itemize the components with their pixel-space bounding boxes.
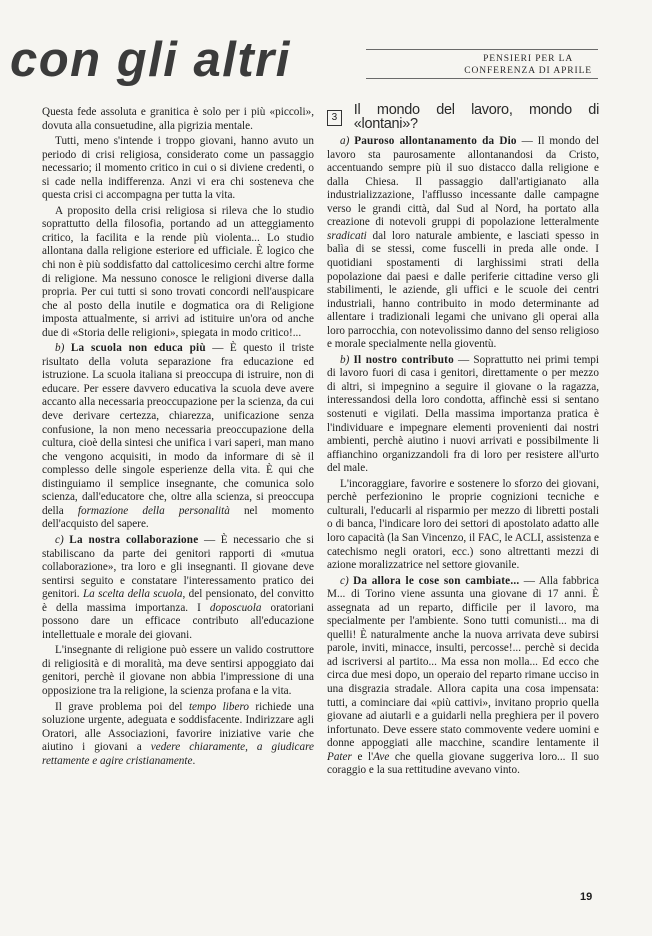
header-rule-top: [366, 49, 598, 50]
item-label: c): [340, 574, 354, 587]
item-label: b): [55, 342, 71, 355]
item-label: c): [55, 533, 70, 546]
section-number: 3: [327, 110, 342, 126]
page-number: 19: [580, 891, 593, 903]
paragraph: Tutti, meno s'intende i troppo giovani, hanno avuto un periodo di crisi religiosa, considerato come un passaggio necessario; il momento critico in cui o si diviene credenti, o si cade nella indifferenza. Anzi vi era chi sosteneva che questa crisi ci accompagna per tutta la vita.: [42, 135, 314, 202]
page-title: con gli altri: [10, 33, 291, 87]
item-heading: La scuola non educa più: [70, 342, 206, 355]
section-b-paragraph: b) Il nostro contributo — Soprattutto nei primi tempi di lavoro fuori di casa i genitori, direttamente o per mezzo di altri, si impegnino a seguire il giovane o la ragazza, interessandosi della loro condotta, affinchè essi si sentano sostenuti e vigilati. Della massima importanza pratica è l'individuare e impegnare elementi provenienti dai nostri ambienti, perchè aiutino i nuovi arrivati e possibilmente li affianchino organizzandoli fra di loro per resistere all'urto del male.: [327, 353, 599, 475]
section-c-paragraph: c) La nostra collaborazione — È necessario che si stabiliscano da parte dei genitori rapporti di «mutua collaborazione», tra loro e gli insegnanti. Il giovane deve sentirsi seguito e constatare l'interessamento pratico dei genitori. La scelta della scuola, del pensionato, del convitto è della massima importanza. I doposcuola oratoriani possono dare un efficace contributo all'educazione intellettuale e morale dei giovani.: [42, 533, 314, 641]
item-heading: Il nostro contributo: [353, 353, 454, 366]
section-c-paragraph: c) Da allora le cose son cambiate... — Alla fabbrica M... di Torino viene assunta una giovane di 17 anni. È assegnata ad un reparto, difficile per il lavoro, ma specialmente per l'ambiente. Sono tutti comunisti... ma di quelli! È naturalmente anche la nuova arrivata deve subirsi parole, inviti, minacce, insulti, percosse!... perchè si decida ad iscriversi al partito... Ma essa non molla... Ed ecco che circa due mesi dopo, un operaio del reparto rimane ucciso in una disgrazia stradale. Allora capita una cosa impensata: tutti, a cominciare dai «più cattivi», invitano proprio quella giovane ad aiutarli e a guidarli nella preghiera per il povero infortunato. Deve essere stato commovente vedere uomini e donne appoggiati alle macchine, scandire lentamente il Pater e l'Ave che quella giovane suggeriva loro... Il suo coraggio e la sua rettitudine avevano vinto.: [327, 574, 599, 777]
item-label: b): [340, 353, 354, 366]
header-subtitle-line2: CONFERENZA DI APRILE: [464, 66, 592, 76]
paragraph: A proposito della crisi religiosa si rileva che lo studio soprattutto della filosofia, portando ad un atteggiamento critico, la facilita e la rende più violenta... Lo studio allontana dalla religione esteriore ed ufficiale. È logico che chi non è più soddisfatto dal cattolicesimo cerchi altre forme di religione. Ma nessuno conosce le religioni diverse dalla propria. Per cui tutti si sono trovati concordi nell'auspicare che al posto della inutile e dogmatica ora di Religione imposta attualmente, si arrivi ad istituire un'ora od anche due di «Storia delle religioni», spiegata in modo critico!...: [42, 204, 314, 339]
section-heading: [327, 104, 599, 131]
paragraph: Questa fede assoluta e granitica è solo per i più «piccoli», dovuta alla consuetudine, alla pigrizia mentale.: [42, 106, 314, 132]
section-b-paragraph: b) La scuola non educa più — È questo il triste risultato della voluta separazione fra educazione ed istruzione. La scuola italiana si preoccupa di istruire, non di educare. Per essere davvero educativa la scuola deve avere accanto alla necessaria preoccupazione per la scienza, da cui deve derivare certezza, chiarezza, unificazione senza confusione, la non meno necessaria preoccupazione della cultura, cioè della sintesi che unifica i vari saperi, man mano che vengono acquisiti, in modo da informare di sè il complesso delle singole esperienze della vita. È qui che distinguiamo il semplice insegnante, che comunica solo scienza, dall'educatore che, oltre alla scienza, si preoccupa della formazione della personalità nel momento dell'acquisto del sapere.: [42, 342, 314, 531]
item-label: a): [340, 135, 355, 148]
item-heading: Da allora le cose son cambiate...: [353, 574, 520, 587]
paragraph: L'insegnante di religione può essere un valido costruttore di religiosità e di moralità, ma deve sentirsi appoggiato dai genitori, perchè il giovane non abbia l'impressione di una opposizione tra la religione, la scienza profana e la vita.: [42, 644, 314, 697]
left-column: [42, 106, 314, 768]
right-column: [327, 104, 599, 778]
header-rule-bottom: [366, 78, 598, 79]
section-a-paragraph: a) Pauroso allontanamento da Dio — Il mondo del lavoro sta paurosamente allontanandosi da Cristo, accentuando sempre più il suo distacco dalla religione e dalla Chiesa. Il passaggio dall'artigianato alla industrializzazione, l'afflusso incessante dalle campagne verso le grandi città, dal Sud al Nord, ha portato alla creazione di notevoli gruppi di popolazione letteralmente sradicati dal loro naturale ambiente, e lasciati spesso in balìa di se stessi, come fuscelli in preda alle onde. I quotidiani spostamenti di larghissimi strati della popolazione dai paesi e dalle periferie cittadine verso gli stabilimenti, le aziende, gli uffici e le scuole dei centri industriali, hanno contribuito in modo determinante ad allentare i tradizionali legami che univano gli operai alla loro parrocchia, con notevolissimo danno del senso religioso e morale specialmente nella gioventù.: [327, 135, 599, 351]
header-subtitle: [464, 53, 592, 77]
header-subtitle-line1: PENSIERI PER LA: [483, 54, 574, 64]
item-heading: La nostra collaborazione: [69, 533, 199, 546]
paragraph: Il grave problema poi del tempo libero richiede una soluzione urgente, adeguata e soddisfacente. Indirizzare agli Oratori, alle Associazioni, favorire iniziative varie che aiutino i giovani a vedere chiaramente, a giudicare rettamente e agire cristianamente.: [42, 700, 315, 767]
item-heading: Pauroso allontanamento da Dio: [354, 135, 517, 148]
section-title: Il mondo del lavoro, mondo di «lontani»?: [353, 102, 599, 132]
paragraph: L'incoraggiare, favorire e sostenere lo sforzo dei giovani, perchè perfezionino le proprie cognizioni tecniche e culturali, l'educarli al risparmio per mezzo di libretti postali o di banca, l'indicare loro dei settori di apostolato adatto alle loro capacità (la San Vincenzo, il FAC, le ACLI, assistenza e catechismo negli oratori, ecc.) sono altrettanti mezzi di azione moralizzatrice nel settore giovanile.: [327, 477, 599, 572]
